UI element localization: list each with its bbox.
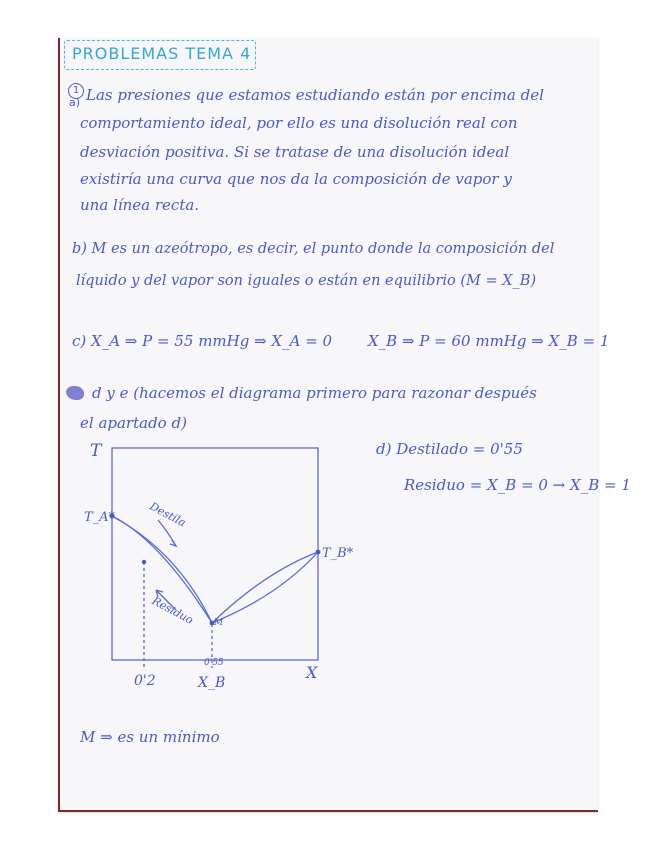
x-mark-055: 0'55: [204, 658, 224, 668]
item-de-line-2: el apartado d): [80, 414, 187, 432]
item-b-line-1: b) M es un azeótropo, es decir, el punto donde la composición del: [72, 241, 555, 257]
item-letter: a): [69, 96, 81, 109]
item-a-line-5: una línea recta.: [80, 196, 200, 214]
item-c-right: X_B ⇒ P = 60 mmHg ⇒ X_B = 1: [368, 332, 610, 350]
conclusion-text: M ⇒ es un mínimo: [80, 728, 220, 746]
item-number-circle: 1: [68, 83, 84, 99]
m-label: M: [214, 618, 224, 628]
diagram-x-label: X: [306, 663, 318, 682]
item-c-left: c) X_A ⇒ P = 55 mmHg ⇒ X_A = 0: [72, 332, 333, 350]
x-mark-02: 0'2: [134, 673, 156, 689]
page-title: PROBLEMAS TEMA 4: [72, 44, 252, 63]
curve-right-lower: [212, 552, 318, 623]
curve-right-upper: [212, 552, 318, 623]
point-02: [142, 560, 146, 564]
residuo-text: Residuo = X_B = 0 → X_B = 1: [404, 476, 631, 494]
x-mark-xb: X_B: [198, 675, 226, 691]
item-a-line-3: desviación positiva. Si se tratase de una disolución ideal: [80, 143, 510, 161]
item-a-line-1: Las presiones que estamos estudiando están por encima del: [86, 86, 544, 104]
item-de-line-1: d y e (hacemos el diagrama primero para razonar después: [92, 384, 537, 402]
tb-label: T_B*: [322, 546, 354, 561]
ta-label: T_A*: [84, 510, 116, 525]
item-a-line-2: comportamiento ideal, por ello es una disolución real con: [80, 114, 518, 132]
destila-label: Destila: [147, 499, 189, 530]
destila-arrow-head: [170, 540, 176, 546]
destilado-text: d) Destilado = 0'55: [376, 440, 523, 458]
residuo-label: Residuo: [149, 594, 196, 627]
item-b-line-2: líquido y del vapor son iguales o están en equilibrio (M = X_B): [76, 273, 537, 289]
point-tb: [316, 550, 321, 555]
diagram-y-label: T: [90, 441, 102, 461]
item-a-line-4: existiría una curva que nos da la composición de vapor y: [80, 170, 512, 188]
